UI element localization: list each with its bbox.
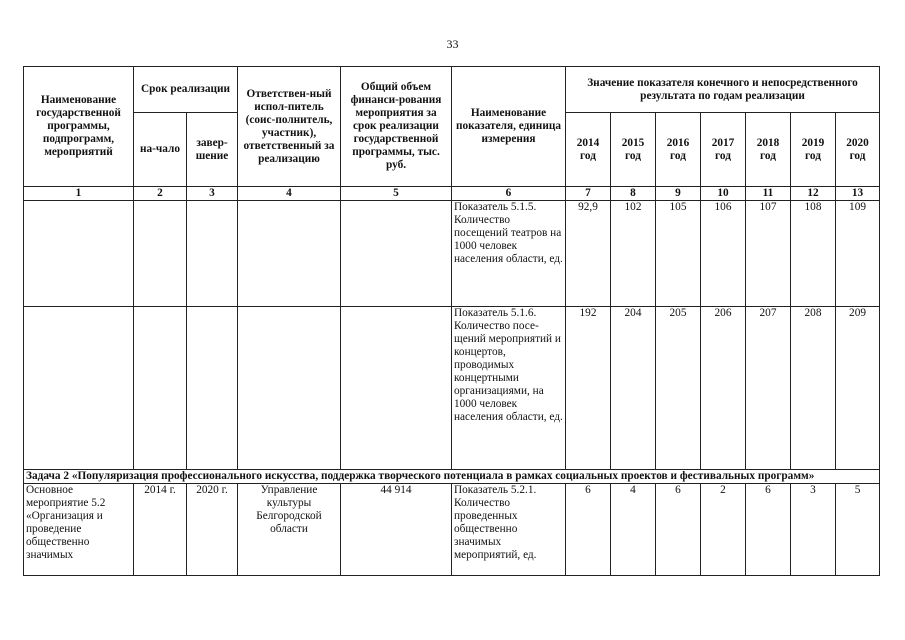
task-row xyxy=(24,470,880,484)
value-cell: 4 xyxy=(611,484,656,576)
value-cell: 6 xyxy=(656,484,701,576)
task-2-title: Задача 2 «Популяризация профессионального искусства, поддержка творческого потенциала в рамках социальных проектов и фестивальных программ» xyxy=(24,470,880,484)
table-row xyxy=(24,307,880,470)
header-end: завер-шение xyxy=(187,113,238,187)
column-number: 12 xyxy=(791,187,836,201)
header-year: 2017 год xyxy=(701,113,746,187)
value-cell: 3 xyxy=(791,484,836,576)
value-cell: 105 xyxy=(656,201,701,307)
header-year: 2020 год xyxy=(836,113,880,187)
value-cell: 6 xyxy=(566,484,611,576)
column-number: 6 xyxy=(452,187,566,201)
column-number: 11 xyxy=(746,187,791,201)
column-number: 1 xyxy=(24,187,134,201)
value-cell: 109 xyxy=(836,201,880,307)
value-cell: 107 xyxy=(746,201,791,307)
value-cell: 207 xyxy=(746,307,791,470)
header-indicator: Наименование показателя, единица измерения xyxy=(452,67,566,187)
value-cell: 209 xyxy=(836,307,880,470)
value-cell: 92,9 xyxy=(566,201,611,307)
header-year: 2018 год xyxy=(746,113,791,187)
column-number: 2 xyxy=(134,187,187,201)
column-number: 5 xyxy=(341,187,452,201)
header-program-name: Наименование государственной программы, подпрограмм, мероприятий xyxy=(24,67,134,187)
responsible-body: Управление культуры Белгородской области xyxy=(238,484,341,576)
indicator-5-1-6: Показатель 5.1.6. Количество посе-щений мероприятий и концертов, проводимых концертными организациями, на 1000 человек населения области, ед. xyxy=(452,307,566,470)
page-number: 33 xyxy=(446,37,459,51)
table-row xyxy=(24,484,880,576)
value-cell: 6 xyxy=(746,484,791,576)
value-cell: 192 xyxy=(566,307,611,470)
column-number: 3 xyxy=(187,187,238,201)
header-values-by-year: Значение показателя конечного и непосредственного результата по годам реализации xyxy=(566,67,880,113)
value-cell: 2 xyxy=(701,484,746,576)
indicator-5-1-5: Показатель 5.1.5. Количество посещений театров на 1000 человек населения области, ед. xyxy=(452,201,566,307)
column-number: 4 xyxy=(238,187,341,201)
header-year: 2019 год xyxy=(791,113,836,187)
column-number: 13 xyxy=(836,187,880,201)
value-cell: 205 xyxy=(656,307,701,470)
header-responsible: Ответствен-ный испол-питель (соис-полнитель, участник), ответственный за реализацию xyxy=(238,67,341,187)
column-number: 10 xyxy=(701,187,746,201)
value-cell: 106 xyxy=(701,201,746,307)
value-cell: 206 xyxy=(701,307,746,470)
financing-volume: 44 914 xyxy=(341,484,452,576)
header-financing-volume: Общий объем финанси-рования мероприятия за срок реализации государственной программы, тыс. руб. xyxy=(341,67,452,187)
value-cell: 204 xyxy=(611,307,656,470)
column-number: 8 xyxy=(611,187,656,201)
indicators-table xyxy=(23,66,880,576)
header-year: 2014 год xyxy=(566,113,611,187)
column-number: 7 xyxy=(566,187,611,201)
start-year: 2014 г. xyxy=(134,484,187,576)
header-year: 2015 год xyxy=(611,113,656,187)
column-number: 9 xyxy=(656,187,701,201)
end-year: 2020 г. xyxy=(187,484,238,576)
measure-5-2-name: Основное мероприятие 5.2 «Организация и проведение общественно значимых xyxy=(24,484,134,576)
header-start: на-чало xyxy=(134,113,187,187)
header-year: 2016 год xyxy=(656,113,701,187)
value-cell: 102 xyxy=(611,201,656,307)
indicator-5-2-1: Показатель 5.2.1. Количество проведенных общественно значимых мероприятий, ед. xyxy=(452,484,566,576)
value-cell: 5 xyxy=(836,484,880,576)
value-cell: 208 xyxy=(791,307,836,470)
value-cell: 108 xyxy=(791,201,836,307)
table-row xyxy=(24,201,880,307)
header-term: Срок реализации xyxy=(134,67,238,113)
